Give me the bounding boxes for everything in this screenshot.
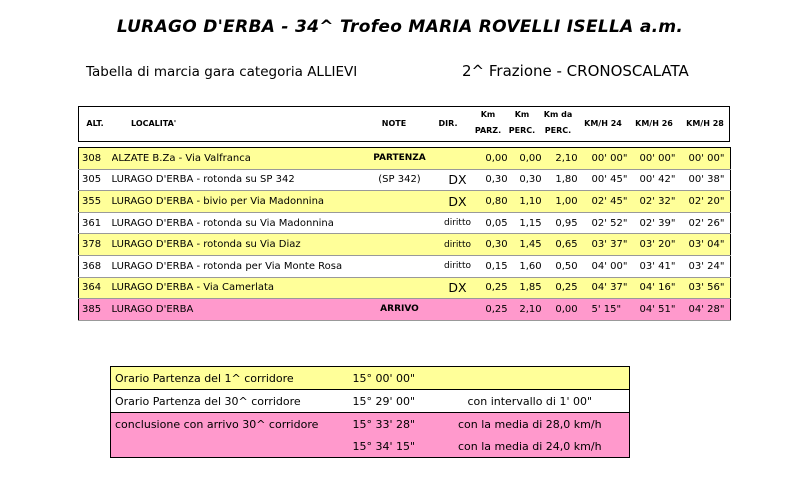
cell-kmh24: 00' 00" bbox=[591, 152, 628, 164]
cell-alt: 305 bbox=[82, 174, 102, 186]
schedule-note: con la media di 28,0 km/h bbox=[457, 417, 602, 431]
cell-dir: DX bbox=[448, 193, 467, 209]
cell-km-perc: 1,45 bbox=[519, 239, 542, 251]
header-km-perc-1: Km bbox=[514, 110, 530, 119]
header-km-da-1: Km da bbox=[543, 110, 573, 119]
schedule-table bbox=[110, 366, 630, 458]
cell-km-da: 0,65 bbox=[555, 239, 578, 251]
cell-dir: diritto bbox=[444, 239, 471, 250]
cell-alt: 308 bbox=[82, 152, 102, 164]
cell-alt: 361 bbox=[82, 217, 102, 229]
cell-alt: 355 bbox=[82, 195, 102, 207]
header-km-perc-2: PERC. bbox=[508, 126, 536, 135]
cell-kmh24: 02' 52" bbox=[591, 217, 628, 229]
header-km-parz-2: PARZ. bbox=[474, 126, 502, 135]
header-localita: LOCALITA' bbox=[131, 119, 177, 128]
cell-dir: DX bbox=[448, 172, 467, 188]
cell-note bbox=[364, 212, 436, 234]
cell-km-perc: 1,85 bbox=[519, 282, 542, 294]
schedule-row bbox=[111, 390, 630, 413]
cell-note bbox=[364, 255, 436, 277]
schedule-label bbox=[111, 435, 349, 458]
cell-kmh24: 04' 37" bbox=[591, 282, 628, 294]
cell-dir: DX bbox=[448, 280, 467, 296]
cell-km-parz: 0,30 bbox=[485, 239, 508, 251]
cell-kmh28: 02' 26" bbox=[688, 217, 725, 229]
schedule-note: con intervallo di 1' 00" bbox=[431, 390, 630, 413]
cell-km-perc: 1,15 bbox=[519, 217, 542, 229]
header-km-parz-1: Km bbox=[480, 110, 496, 119]
cell-km-perc: 2,10 bbox=[519, 303, 542, 315]
route-table bbox=[78, 147, 731, 321]
cell-dir bbox=[436, 148, 480, 170]
header-note: NOTE bbox=[381, 119, 407, 128]
cell-km-perc: 1,10 bbox=[519, 195, 542, 207]
cell-kmh26: 02' 32" bbox=[639, 195, 676, 207]
schedule-time: 15° 00' 00" bbox=[349, 367, 431, 390]
cell-kmh26: 00' 00" bbox=[639, 152, 676, 164]
cell-km-da: 0,95 bbox=[555, 217, 578, 229]
cell-km-da: 2,10 bbox=[555, 152, 578, 164]
header-kmh28: KM/H 28 bbox=[686, 119, 724, 128]
page-title: LURAGO D'ERBA - 34^ Trofeo MARIA ROVELLI ISELLA a.m. bbox=[116, 17, 684, 37]
table-header bbox=[78, 106, 730, 142]
cell-km-parz: 0,05 bbox=[485, 217, 508, 229]
cell-kmh28: 03' 24" bbox=[688, 260, 725, 272]
cell-note bbox=[364, 234, 436, 256]
cell-km-parz: 0,25 bbox=[485, 303, 508, 315]
table-row bbox=[79, 148, 731, 170]
table-row bbox=[79, 299, 731, 321]
cell-kmh24: 04' 00" bbox=[591, 260, 628, 272]
table-row bbox=[79, 277, 731, 299]
cell-kmh28: 02' 20" bbox=[688, 195, 725, 207]
cell-km-parz: 0,00 bbox=[485, 152, 508, 164]
cell-alt: 385 bbox=[82, 303, 102, 315]
cell-km-da: 1,00 bbox=[555, 195, 578, 207]
cell-km-da: 1,80 bbox=[555, 174, 578, 186]
table-row bbox=[79, 191, 731, 213]
cell-kmh24: 5' 15" bbox=[591, 303, 622, 315]
cell-km-perc: 0,00 bbox=[519, 152, 542, 164]
schedule-time: 15° 34' 15" bbox=[352, 439, 416, 453]
schedule-time: 15° 33' 28" bbox=[352, 417, 416, 431]
cell-localita: LURAGO D'ERBA - bivio per Via Madonnina bbox=[111, 195, 325, 207]
cell-localita: LURAGO D'ERBA - rotonda su Via Madonnina bbox=[111, 217, 334, 229]
cell-kmh26: 03' 20" bbox=[639, 239, 676, 251]
header-kmh26: KM/H 26 bbox=[635, 119, 673, 128]
schedule-label: conclusione con arrivo 30^ corridore bbox=[115, 417, 319, 431]
cell-km-perc: 0,30 bbox=[519, 174, 542, 186]
cell-kmh26: 00' 42" bbox=[639, 174, 676, 186]
cell-km-parz: 0,15 bbox=[485, 260, 508, 272]
schedule-row bbox=[111, 413, 630, 436]
cell-dir: diritto bbox=[444, 261, 471, 272]
cell-alt: 378 bbox=[82, 239, 102, 251]
schedule-note: con la media di 24,0 km/h bbox=[457, 439, 602, 453]
cell-km-parz: 0,25 bbox=[485, 282, 508, 294]
cell-kmh26: 03' 41" bbox=[639, 260, 676, 272]
cell-kmh28: 03' 56" bbox=[688, 282, 725, 294]
cell-km-parz: 0,30 bbox=[485, 174, 508, 186]
cell-kmh24: 00' 45" bbox=[591, 174, 628, 186]
cell-km-perc: 1,60 bbox=[519, 260, 542, 272]
cell-note: ARRIVO bbox=[380, 304, 419, 315]
cell-note: (SP 342) bbox=[378, 174, 421, 186]
schedule-row bbox=[111, 367, 630, 390]
table-row bbox=[79, 212, 731, 234]
cell-alt: 368 bbox=[82, 260, 102, 272]
cell-km-parz: 0,80 bbox=[485, 195, 508, 207]
cell-kmh28: 04' 28" bbox=[688, 303, 725, 315]
header-alt: ALT. bbox=[86, 119, 104, 128]
subtitle-category: Tabella di marcia gara categoria ALLIEVI bbox=[86, 64, 358, 80]
cell-localita: LURAGO D'ERBA bbox=[111, 303, 194, 315]
cell-kmh24: 03' 37" bbox=[591, 239, 628, 251]
subtitle-stage: 2^ Frazione - CRONOSCALATA bbox=[462, 62, 689, 80]
schedule-time: 15° 29' 00" bbox=[349, 390, 431, 413]
cell-localita: LURAGO D'ERBA - Via Camerlata bbox=[111, 282, 275, 294]
table-row bbox=[79, 255, 731, 277]
cell-km-da: 0,00 bbox=[555, 303, 578, 315]
cell-note: PARTENZA bbox=[373, 153, 426, 164]
schedule-label: Orario Partenza del 1^ corridore bbox=[111, 367, 349, 390]
cell-note bbox=[364, 191, 436, 213]
cell-kmh28: 03' 04" bbox=[688, 239, 725, 251]
table-row bbox=[79, 169, 731, 191]
header-km-da-2: PERC. bbox=[544, 126, 572, 135]
cell-localita: ALZATE B.Za - Via Valfranca bbox=[111, 152, 251, 164]
header-dir: DIR. bbox=[438, 119, 458, 128]
cell-kmh24: 02' 45" bbox=[591, 195, 628, 207]
cell-localita: LURAGO D'ERBA - rotonda per Via Monte Rosa bbox=[111, 260, 343, 272]
cell-kmh26: 04' 16" bbox=[639, 282, 676, 294]
table-row bbox=[79, 234, 731, 256]
cell-kmh28: 00' 00" bbox=[688, 152, 725, 164]
cell-kmh28: 00' 38" bbox=[688, 174, 725, 186]
header-kmh24: KM/H 24 bbox=[584, 119, 622, 128]
cell-km-da: 0,50 bbox=[555, 260, 578, 272]
cell-localita: LURAGO D'ERBA - rotonda su SP 342 bbox=[111, 174, 295, 186]
cell-alt: 364 bbox=[82, 282, 102, 294]
cell-localita: LURAGO D'ERBA - rotonda su Via Diaz bbox=[111, 239, 301, 251]
cell-km-da: 0,25 bbox=[555, 282, 578, 294]
cell-dir: diritto bbox=[444, 218, 471, 229]
cell-note bbox=[364, 277, 436, 299]
schedule-note bbox=[431, 367, 630, 390]
cell-dir bbox=[436, 299, 480, 321]
schedule-label: Orario Partenza del 30^ corridore bbox=[111, 390, 349, 413]
schedule-row bbox=[111, 435, 630, 458]
cell-kmh26: 02' 39" bbox=[639, 217, 676, 229]
cell-kmh26: 04' 51" bbox=[639, 303, 676, 315]
